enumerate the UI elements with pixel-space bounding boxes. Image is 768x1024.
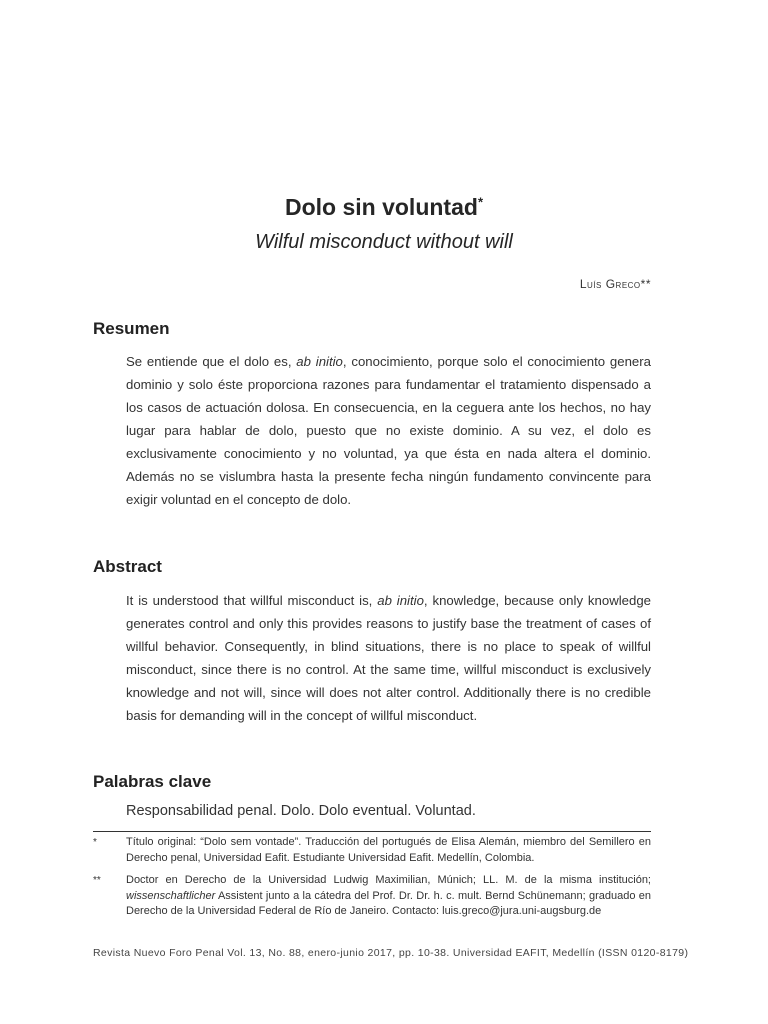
footnote-2-text-rest: Assistent junto a la cátedra del Prof. Dr. Dr. h. c. mult. Bernd Schünemann; graduado en Derecho de la Universidad Federal de Río de Janeiro. Contacto: luis.greco@jura.uni-augsburg.de xyxy=(126,889,651,917)
footnote-1-marker: * xyxy=(93,837,97,848)
footnote-1 xyxy=(93,835,651,866)
abstract-text-rest: , knowledge, because only knowledge generates control and only this provides reasons to justify base the treatment of cases of willful behavior. Consequently, in blind situations, there is no place to speak of willful misconduct, since there is no control. At the same time, willful misconduct is exclusively knowledge and not will, since will does not alter control. Additionally there is no credible basis for demanding will in the concept of willful misconduct. xyxy=(126,593,651,723)
footnote-2-text-start: Doctor en Derecho de la Universidad Ludwig Maximilian, Múnich; LL. M. de la misma institución; xyxy=(126,874,651,886)
footnote-2 xyxy=(93,873,651,920)
resumen-latin-term: ab initio xyxy=(296,354,343,369)
author-last-name: Greco xyxy=(605,277,641,291)
keywords-text: Responsabilidad penal. Dolo. Dolo eventual. Voluntad. xyxy=(126,803,476,819)
article-subtitle: Wilful misconduct without will xyxy=(255,231,513,253)
resumen-heading: Resumen xyxy=(93,319,170,338)
footnote-2-text xyxy=(126,873,651,920)
abstract-text-start: It is understood that willful misconduct is, xyxy=(126,593,378,608)
footnote-divider xyxy=(93,831,651,832)
journal-footer: Revista Nuevo Foro Penal Vol. 13, No. 88, enero-junio 2017, pp. 10-38. Universidad EAFIT, Medellín (ISSN 0120-8179) xyxy=(93,947,689,959)
resumen-paragraph xyxy=(126,350,651,511)
keywords-heading: Palabras clave xyxy=(93,772,212,791)
title-footnote-marker: * xyxy=(477,194,483,210)
abstract-latin-term: ab initio xyxy=(377,593,424,608)
abstract-paragraph xyxy=(126,589,651,727)
author-line xyxy=(580,277,651,291)
abstract-heading: Abstract xyxy=(93,557,162,576)
article-title xyxy=(0,194,768,221)
resumen-text-start: Se entiende que el dolo es, xyxy=(126,354,297,369)
footnote-1-text: Título original: “Dolo sem vontade”. Traducción del portugués de Elisa Alemán, miembro del Semillero en Derecho penal, Universidad Eafit. Estudiante Universidad Eafit. Medellín, Colombia. xyxy=(126,836,651,864)
title-text: Dolo sin voluntad xyxy=(284,194,478,220)
footnote-2-marker: ** xyxy=(93,875,101,886)
author-first-name: Luís xyxy=(579,277,602,291)
resumen-text-rest: , conocimiento, porque solo el conocimiento genera dominio y solo éste proporciona razones para fundamentar el tratamiento dispensado a los casos de actuación dolosa. En consecuencia, en la ceguera ante los hechos, no hay lugar para hablar de dolo, puesto que no existe dominio. A su vez, el dolo es exclusivamente conocimiento y no voluntad, ya que ésta en nada altera el dominio. Además no se vislumbra hasta la presente fecha ningún fundamento convincente para exigir voluntad en el concepto de dolo. xyxy=(126,354,651,507)
author-footnote-marker: ** xyxy=(640,277,651,291)
footnote-2-german-term: wissenschaftlicher xyxy=(126,889,216,902)
